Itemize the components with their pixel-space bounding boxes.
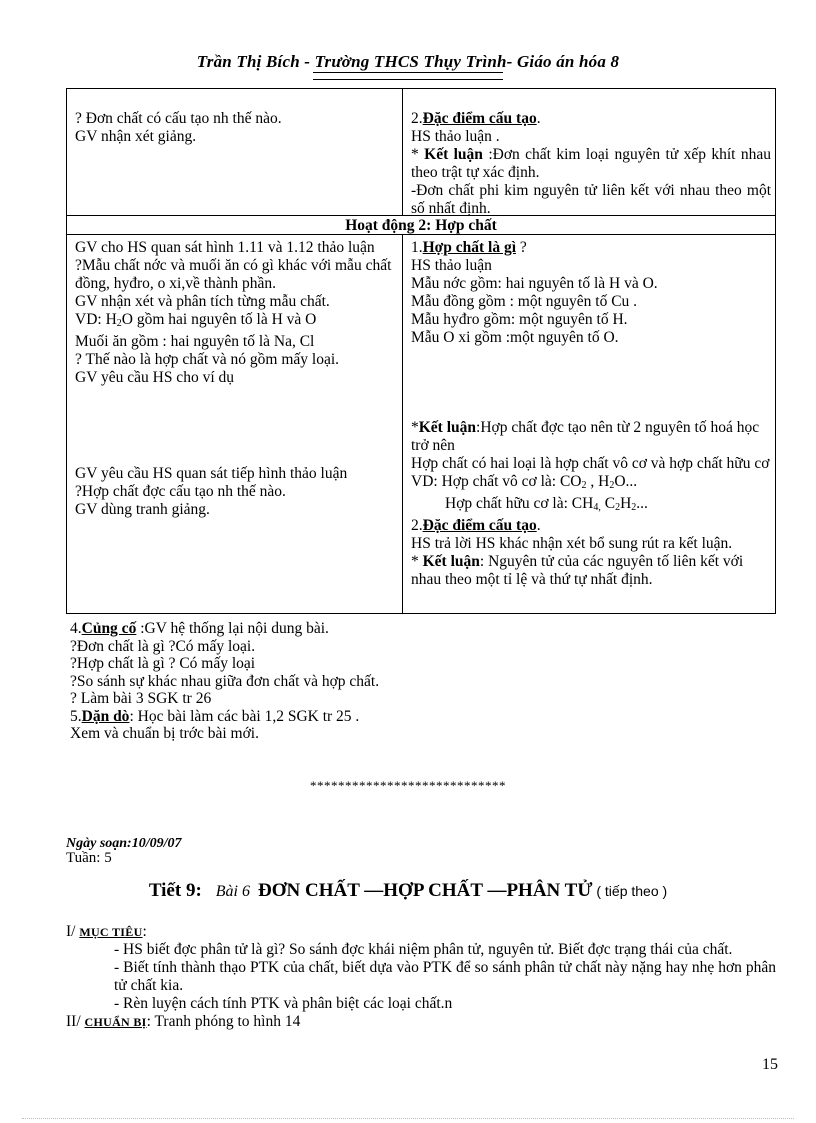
review-section <box>70 620 770 743</box>
objectives-heading: I/ MỤC TIÊU: <box>66 923 147 940</box>
answer-line: Hợp chất có hai loại là hợp chất vô cơ và hợp chất hữu cơ <box>411 455 770 472</box>
discussion-line: HS thảo luận . <box>411 128 500 145</box>
question-text: ? Đơn chất có cấu tạo nh thế nào. <box>75 110 282 127</box>
instruction-line: GV dùng tranh giảng. <box>75 501 210 518</box>
row2-right-bottom <box>411 419 771 589</box>
objective-item: - HS biết đợc phân tử là gì? So sánh đợc khái niệm phân tử, nguyên tử. Biết đợc trạng thái của chất. <box>114 941 733 958</box>
question-line: ?Hợp chất đợc cấu tạo nh thế nào. <box>75 483 286 500</box>
answer-line: Mẫu nớc gồm: hai nguyên tố là H và O. <box>411 275 658 292</box>
instruction-line: GV yêu cầu HS cho ví dụ <box>75 369 234 386</box>
row1-left-cell <box>75 110 395 146</box>
week-label: Tuần: 5 <box>66 850 112 866</box>
example-line: Muối ăn gồm : hai nguyên tố là Na, Cl <box>75 333 315 350</box>
activity-title: Hoạt động 2: Hợp chất <box>345 217 497 234</box>
question-line: ?Mẫu chất nớc và muối ăn có gì khác với mẫu chất đồng, hyđro, o xi,về thành phần. <box>75 257 392 292</box>
instruction-line: GV yêu cầu HS quan sát tiếp hình thảo luận <box>75 465 348 482</box>
conclusion: * Kết luận :Đơn chất kim loại nguyên tử xếp khít nhau theo trật tự xác định. <box>411 146 772 181</box>
nonmetal-note: -Đơn chất phi kim nguyên tử liên kết với nhau theo một số nhất định. <box>411 182 771 217</box>
objective-item: - Biết tính thành thạo PTK của chất, biết dựa vào PTK để so sánh phân tử chất này nặng hay nhẹ hơn phân tử chất kia. <box>114 959 776 994</box>
example-line: VD: Hợp chất vô cơ là: $CO_2$ , $H_2O$... <box>411 473 638 491</box>
row2-left-top <box>75 239 393 387</box>
example-line: Hợp chất hữu cơ là: $CH_{4,}$ $C_2H_2$... <box>445 495 648 513</box>
continued-note: ( tiếp theo ) <box>592 883 668 899</box>
conclusion: * Kết luận: Nguyên tử của các nguyên tố liên kết với nhau theo một tỉ lệ và thứ tự nhất định. <box>411 553 744 588</box>
section-separator: **************************** <box>310 778 506 793</box>
prep-date: Ngày soạn:10/09/07 <box>66 836 182 851</box>
review-question: ?Hợp chất là gì ? Có mấy loại <box>70 655 256 672</box>
answer-line: Mẫu đồng gồm : một nguyên tố Cu . <box>411 293 638 310</box>
homework-line: Xem và chuẩn bị trớc bài mới. <box>70 725 259 742</box>
page-number: 15 <box>762 1056 778 1073</box>
section-heading: 1.Hợp chất là gì ? <box>411 239 527 256</box>
answer-line: Mẫu hyđro gồm: một nguyên tố H. <box>411 311 628 328</box>
answer-line: Mẫu O xi gồm :một nguyên tố O. <box>411 329 619 346</box>
teacher-note: GV nhận xét giảng. <box>75 128 197 145</box>
objective-item: - Rèn luyện cách tính PTK và phân biệt các loại chất.n <box>114 995 453 1012</box>
question-line: ? Thế nào là hợp chất và nó gồm mấy loại. <box>75 351 340 368</box>
example-line: VD: $H_2O$ gồm hai nguyên tố là H và O <box>75 311 317 329</box>
lesson-table <box>66 88 776 614</box>
page-header: Trần Thị Bích - Trường THCS Thụy Trình- Giáo án hóa 8 <box>196 52 620 71</box>
section-heading: 2.Đặc điểm cấu tạo. <box>411 517 541 534</box>
lesson-title <box>0 880 816 902</box>
conclusion: *Kết luận:Hợp chất đợc tạo nên từ 2 nguyên tố hoá học trở nên <box>411 419 760 454</box>
row2-left-bottom <box>75 465 393 519</box>
row2-right-top <box>411 239 771 347</box>
row1-right-cell <box>411 110 771 218</box>
column-divider <box>402 89 403 215</box>
answer-line: HS trả lời HS khác nhận xét bổ sung rút ra kết luận. <box>411 535 733 552</box>
period-label: Tiết 9: <box>148 880 202 901</box>
answer-line: HS thảo luận <box>411 257 492 274</box>
review-heading: 4.Củng cố :GV hệ thống lại nội dung bài. <box>70 620 329 637</box>
lesson-number: Bài 6 <box>215 883 250 900</box>
section-heading: 2.Đặc điểm cấu tạo. <box>411 110 541 127</box>
review-question: ?So sánh sự khác nhau giữa đơn chất và hợp chất. <box>70 672 380 690</box>
review-question: ?Đơn chất là gì ?Có mấy loại. <box>70 637 256 655</box>
header-double-rule <box>313 72 503 80</box>
lesson-name: ĐƠN CHẤT —HỢP CHẤT —PHÂN TỬ <box>258 880 593 901</box>
instruction-line: GV nhận xét và phân tích từng mẫu chất. <box>75 293 330 310</box>
homework-heading: 5.Dặn dò: Học bài làm các bài 1,2 SGK tr 25 . <box>70 707 360 725</box>
review-question: ? Làm bài 3 SGK tr 26 <box>70 690 212 707</box>
preparation-heading: II/ CHUẨN BỊ: Tranh phóng to hình 14 <box>66 1013 301 1030</box>
column-divider <box>402 234 403 614</box>
objectives-section <box>66 923 776 1031</box>
instruction-line: GV cho HS quan sát hình 1.11 và 1.12 thảo luận <box>75 239 375 256</box>
page-bottom-border <box>22 1118 794 1119</box>
